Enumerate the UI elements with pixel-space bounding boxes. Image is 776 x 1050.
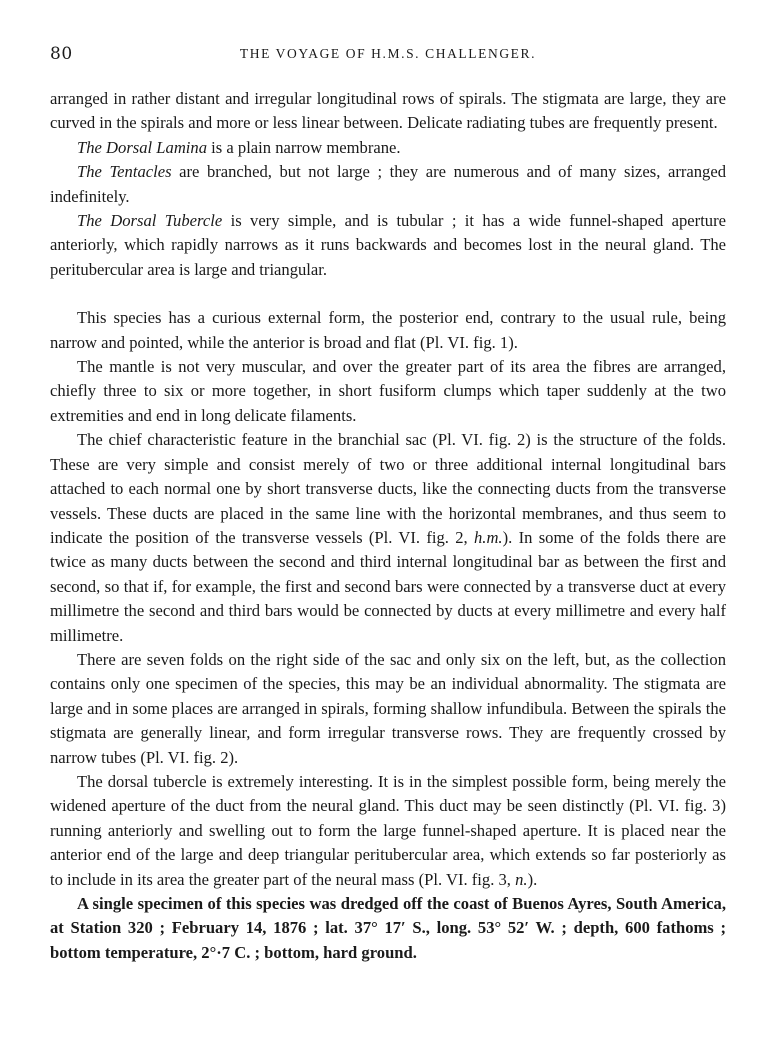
page-number: 80 <box>50 44 73 64</box>
paragraph-branchial-sac: The chief characteristic feature in the branchial sac (Pl. VI. fig. 2) is the structure of the folds. These are very simple and consist merely of two or three additional internal longitudinal bars attached to each normal one by short transverse ducts, like the connecting ducts from the transverse vessels. These ducts are placed in the same line with the horizontal membranes, and thus seem to indicate the position of the transverse vessels (Pl. VI. fig. 2, h.m.). In some of the folds there are twice as many ducts between the second and third internal longitudinal bar as between the first and second, so that if, for example, the first and second bars were connected by a transverse duct at every millimetre the second and third bars would be connected by ducts at every millimetre and every half millimetre. <box>50 430 727 645</box>
paragraph-gap <box>50 282 726 306</box>
page-header <box>50 44 726 72</box>
paragraph-continuation: arranged in rather distant and irregular longitudinal rows of spirals. The stigmata are large, they are curved in the spirals and more or less linear between. Delicate radiating tubes are frequently present. <box>50 89 726 133</box>
section-lead: The Dorsal Tubercle <box>77 211 223 231</box>
paragraph-tentacles: The Tentacles are branched, but not large ; they are numerous and of many sizes, arranged indefinitely. <box>50 162 726 206</box>
paragraph-dorsal-lamina: The Dorsal Lamina is a plain narrow membrane. <box>77 137 401 157</box>
body-text <box>50 87 726 965</box>
paragraph-mantle: The mantle is not very muscular, and over the greater part of its area the fibres are arranged, chiefly three to six or more together, in short fusiform clumps which taper suddenly at the two extremities and end in long delicate filaments. <box>50 357 726 425</box>
paragraph-locality: A single specimen of this species was dredged off the coast of Buenos Ayres, South America, at Station 320 ; February 14, 1876 ; lat. 37° 17′ S., long. 53° 52′ W. ; depth, 600 fathoms ; bottom temperature, 2°·7 C. ; bottom, hard ground. <box>50 894 726 962</box>
paragraph-external-form: This species has a curious external form, the posterior end, contrary to the usual rule, being narrow and pointed, while the anterior is broad and flat (Pl. VI. fig. 1). <box>50 308 726 352</box>
section-lead: The Tentacles <box>77 162 172 182</box>
section-lead: The Dorsal Lamina <box>77 137 208 157</box>
running-title: THE VOYAGE OF H.M.S. CHALLENGER. <box>239 46 537 61</box>
paragraph-folds: There are seven folds on the right side of the sac and only six on the left, but, as the collection contains only one specimen of the species, this may be an individual abnormality. The stigmata are large and in some places are arranged in spirals, forming shallow infundibula. Between the spirals the stigmata are generally linear, and form irregular transverse rows. They are frequently crossed by narrow tubes (Pl. VI. fig. 2). <box>50 649 726 767</box>
paragraph-dorsal-tubercle: The Dorsal Tubercle is very simple, and is tubular ; it has a wide funnel-shaped aperture anteriorly, which rapidly narrows as it runs backwards and becomes lost in the neural gland. The peritubercular area is large and triangular. <box>50 211 726 279</box>
paragraph-dorsal-tubercle-detail: The dorsal tubercle is extremely interesting. It is in the simplest possible form, being merely the widened aperture of the duct from the neural gland. This duct may be seen distinctly (Pl. VI. fig. 3) running anteriorly and swelling out to form the large funnel-shaped aperture. It is placed near the anterior end of the large and deep triangular peritubercular area, which extends so far posteriorly as to include in its area the greater part of the neural mass (Pl. VI. fig. 3, n.). <box>50 771 726 889</box>
